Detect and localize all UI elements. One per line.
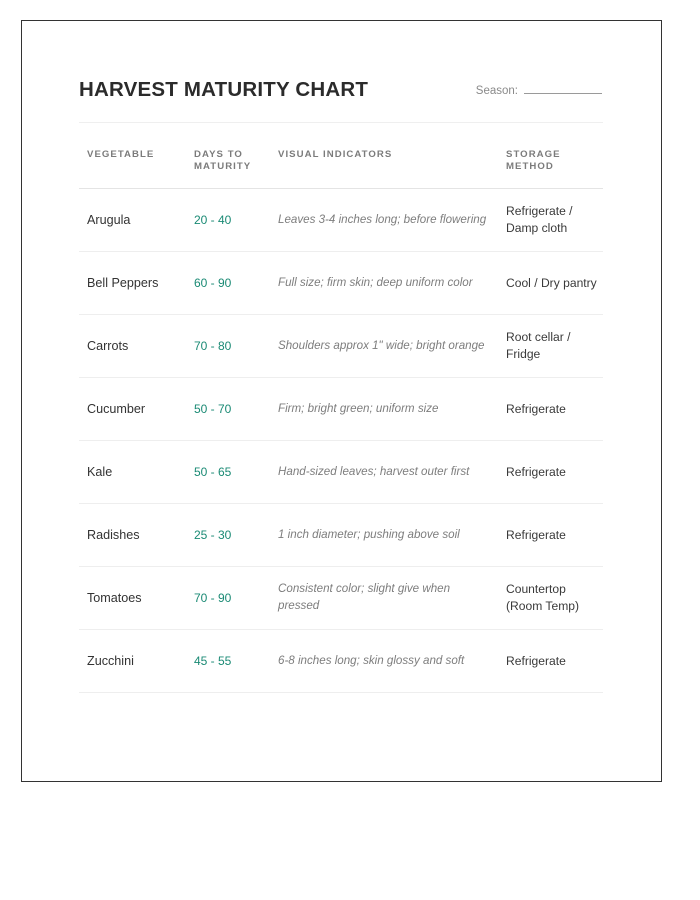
table-header-row [79,149,603,189]
cell-storage-method-text: Cool / Dry pantry [506,275,597,290]
cell-storage-method-text: Refrigerate [506,527,566,542]
title-row [79,78,603,102]
cell-vegetable-text: Tomatoes [87,590,142,605]
cell-vegetable [79,314,194,377]
cell-visual-indicators-text: 6-8 inches long; skin glossy and soft [278,653,465,667]
cell-visual-indicators [278,377,506,440]
cell-storage-method [506,503,603,566]
cell-vegetable-text: Carrots [87,338,129,353]
cell-storage-method [506,629,603,692]
cell-days-to-maturity-text: 50 - 65 [194,464,232,479]
cell-days-to-maturity-text: 70 - 80 [194,338,232,353]
cell-vegetable [79,188,194,251]
cell-storage-method-text: Root cellar / Fridge [506,330,571,361]
cell-storage-method [506,566,603,629]
table-row [79,314,603,377]
cell-days-to-maturity [194,503,278,566]
cell-days-to-maturity [194,629,278,692]
table-row [79,503,603,566]
cell-days-to-maturity [194,377,278,440]
cell-storage-method-text: Refrigerate / Damp cloth [506,204,573,235]
cell-vegetable-text: Bell Peppers [87,275,159,290]
cell-visual-indicators-text: Full size; firm skin; deep uniform color [278,275,473,289]
column-header-vegetable-label: VEGETABLE [87,148,155,160]
season-label: Season: [475,85,518,97]
cell-vegetable-text: Zucchini [87,653,134,668]
table-row [79,566,603,629]
table-row [79,251,603,314]
column-header-days-line2: MATURITY [194,161,252,173]
cell-storage-method-text: Refrigerate [506,653,566,668]
cell-days-to-maturity-text: 20 - 40 [194,212,232,227]
cell-days-to-maturity-text: 25 - 30 [194,527,232,542]
column-header-storage-method [506,149,603,189]
cell-visual-indicators-text: Firm; bright green; uniform size [278,401,439,415]
cell-vegetable [79,503,194,566]
cell-vegetable-text: Arugula [87,212,131,227]
cell-days-to-maturity-text: 45 - 55 [194,653,232,668]
cell-days-to-maturity [194,251,278,314]
column-header-days-to-maturity [194,149,278,189]
page-frame [21,20,662,782]
cell-days-to-maturity [194,566,278,629]
cell-visual-indicators [278,440,506,503]
season-field[interactable] [476,82,603,97]
cell-storage-method-text: Countertop (Room Temp) [506,582,580,613]
cell-vegetable [79,377,194,440]
cell-visual-indicators [278,314,506,377]
sheet-content [79,78,604,693]
cell-days-to-maturity [194,440,278,503]
harvest-maturity-table [79,149,603,693]
column-header-storage-line1: STORAGE [506,148,561,160]
cell-visual-indicators-text: Shoulders approx 1" wide; bright orange [278,338,485,352]
cell-visual-indicators [278,251,506,314]
cell-visual-indicators-text: 1 inch diameter; pushing above soil [278,527,460,541]
cell-storage-method-text: Refrigerate [506,401,566,416]
column-header-storage-line2: METHOD [506,161,554,173]
table-row [79,629,603,692]
cell-days-to-maturity-text: 50 - 70 [194,401,232,416]
column-header-indicators-label: VISUAL INDICATORS [278,148,393,160]
cell-visual-indicators-text: Hand-sized leaves; harvest outer first [278,464,470,478]
cell-storage-method [506,314,603,377]
table-body [79,188,603,692]
column-header-vegetable [79,149,194,189]
table-row [79,188,603,251]
page-title: HARVEST MATURITY CHART [79,78,369,101]
cell-visual-indicators [278,188,506,251]
table-row [79,377,603,440]
cell-visual-indicators [278,566,506,629]
cell-vegetable [79,440,194,503]
cell-storage-method [506,377,603,440]
cell-days-to-maturity [194,188,278,251]
cell-days-to-maturity-text: 70 - 90 [194,590,232,605]
cell-storage-method [506,440,603,503]
cell-days-to-maturity [194,314,278,377]
cell-vegetable [79,566,194,629]
cell-storage-method [506,251,603,314]
cell-vegetable-text: Cucumber [87,401,146,416]
season-input-blank[interactable] [524,82,602,94]
cell-vegetable [79,629,194,692]
cell-days-to-maturity-text: 60 - 90 [194,275,232,290]
cell-vegetable-text: Radishes [87,527,140,542]
table-header [79,149,603,189]
cell-storage-method-text: Refrigerate [506,464,566,479]
cell-visual-indicators-text: Leaves 3-4 inches long; before flowering [278,212,487,226]
column-header-visual-indicators [278,149,506,189]
cell-vegetable-text: Kale [87,464,113,479]
cell-visual-indicators-text: Consistent color; slight give when pressed [278,582,451,612]
cell-visual-indicators [278,629,506,692]
cell-storage-method [506,188,603,251]
title-divider [79,122,603,123]
table-row [79,440,603,503]
column-header-days-line1: DAYS TO [194,148,243,160]
cell-vegetable [79,251,194,314]
cell-visual-indicators [278,503,506,566]
